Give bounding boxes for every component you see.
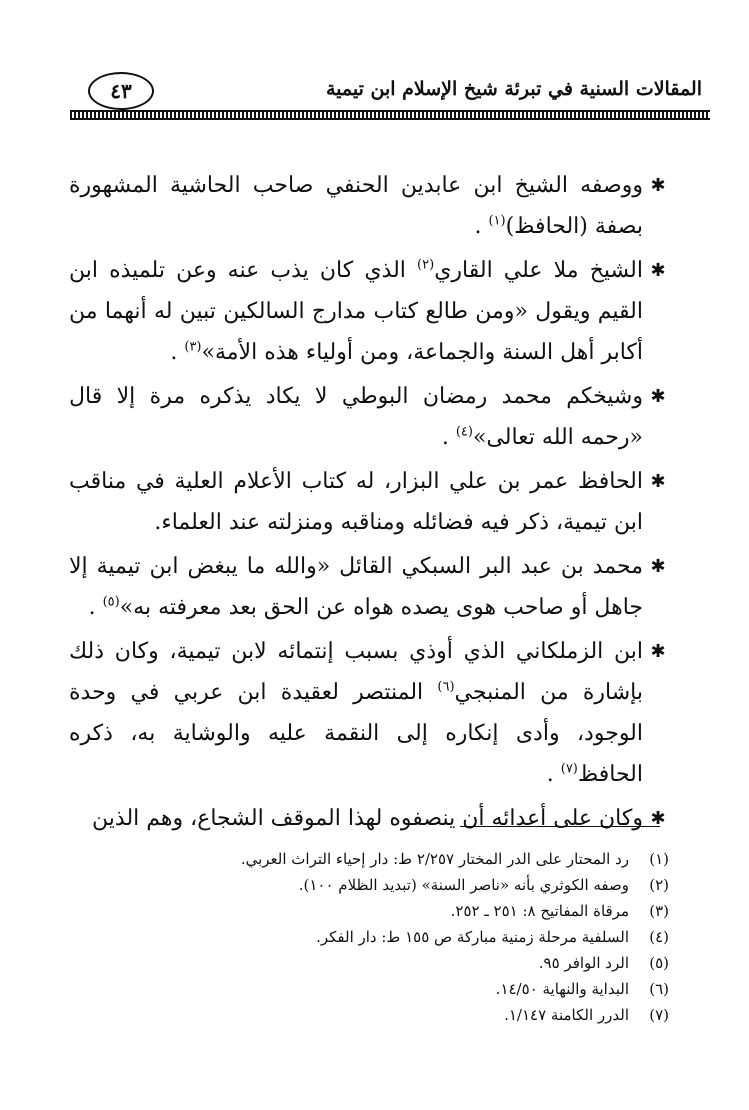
paragraph-text: وشيخكم محمد رمضان البوطي لا يكاد يذكره مرة إلا قال «رحمه الله تعالى»: [69, 384, 643, 450]
body-text: [69, 165, 669, 842]
paragraph: [69, 376, 669, 458]
asterisk-bullet-icon: ✱: [650, 175, 666, 196]
footnote: [69, 950, 669, 976]
paragraph: [69, 546, 669, 628]
footnote: [69, 846, 669, 872]
paragraph-text: ابن الزملكاني الذي أوذي بسبب إنتمائه لابن تيمية، وكان ذلك بإشارة من المنبجي: [69, 639, 643, 705]
footnote-number: (٦): [649, 980, 669, 998]
paragraph-text: .: [441, 425, 456, 450]
footnote-text: مرقاة المفاتيح ٨: ٢٥١ ـ ٢٥٢.: [450, 902, 629, 920]
footnote-ref: (٧): [560, 761, 578, 777]
footnote-number: (٤): [649, 928, 669, 946]
footnote-number: (٧): [649, 1006, 669, 1024]
footnote-divider: [460, 826, 660, 827]
paragraph-text: المنتصر لعقيدة ابن عربي في وحدة الوجود، وأدى إنكاره إلى النقمة عليه والوشاية به، ذكره الحافظ: [69, 680, 643, 787]
paragraph: [69, 250, 669, 373]
footnote-ref: (٦): [437, 679, 455, 695]
footnote-text: البداية والنهاية ١٤/٥٠.: [495, 980, 629, 998]
footnote-ref: (١): [488, 213, 506, 229]
asterisk-bullet-icon: ✱: [650, 386, 666, 407]
footnote-ref: (٣): [184, 339, 202, 355]
asterisk-bullet-icon: ✱: [650, 471, 666, 492]
footnote-number: (٢): [649, 876, 669, 894]
asterisk-bullet-icon: ✱: [650, 556, 666, 577]
footnote-text: السلفية مرحلة زمنية مباركة ص ١٥٥ ط: دار الفكر.: [316, 928, 629, 946]
paragraph: [69, 798, 669, 839]
paragraph-text: .: [546, 762, 561, 787]
paragraph-text: .: [474, 214, 489, 239]
paragraph-text: محمد بن عبد البر السبكي القائل «والله ما يبغض ابن تيمية إلا جاهل أو صاحب هوى يصده هواه عن الحق بعد معرفته به»: [69, 554, 643, 620]
footnote: [69, 976, 669, 1002]
footnote-number: (٣): [649, 902, 669, 920]
footnote-number: (١): [649, 850, 669, 868]
footnote: [69, 872, 669, 898]
footnote: [69, 898, 669, 924]
footnote-text: رد المحتار على الدر المختار ٢/٢٥٧ ط: دار إحياء التراث العربي.: [240, 850, 629, 868]
footnote-ref: (٥): [102, 594, 120, 610]
page-header: [70, 60, 710, 110]
footnote: [69, 924, 669, 950]
footnote-text: الرد الوافر ٩٥.: [538, 954, 629, 972]
paragraph-text: الذي كان يذب عنه وعن تلميذه ابن القيم ويقول «ومن طالع كتاب مدارج السالكين تبين له أنهما من أكابر أهل السنة والجماعة، ومن أولياء هذه الأمة»: [69, 258, 643, 365]
footnote-text: وصفه الكوثري بأنه «ناصر السنة» (تبديد الظلام ١٠٠).: [298, 876, 629, 894]
footnote-number: (٥): [649, 954, 669, 972]
paragraph-text: الحافظ عمر بن علي البزار، له كتاب الأعلام العلية في مناقب ابن تيمية، ذكر فيه فضائله ومناقبه ومنزلته عند العلماء.: [69, 469, 643, 535]
paragraph-text: .: [88, 595, 103, 620]
asterisk-bullet-icon: ✱: [650, 641, 666, 662]
asterisk-bullet-icon: ✱: [650, 260, 666, 281]
paragraph: [69, 165, 669, 247]
footnote-ref: (٢): [417, 257, 435, 273]
paragraph-text: الشيخ ملا علي القاري: [434, 258, 643, 283]
footnote-ref: (٤): [455, 424, 473, 440]
paragraph: [69, 461, 669, 543]
paragraph-text: وكان على أعدائه أن ينصفوه لهذا الموقف الشجاع، وهم الذين: [92, 806, 643, 831]
asterisk-bullet-icon: ✱: [650, 808, 666, 829]
header-rule: [70, 110, 710, 120]
footnote: [69, 1002, 669, 1028]
footnotes: [69, 846, 669, 1028]
footnote-text: الدرر الكامنة ١/١٤٧.: [504, 1006, 629, 1024]
paragraph-text: .: [170, 340, 185, 365]
running-title: المقالات السنية في تبرئة شيخ الإسلام ابن تيمية: [325, 78, 702, 100]
paragraph-text: ووصفه الشيخ ابن عابدين الحنفي صاحب الحاشية المشهورة بصفة (الحافظ): [69, 173, 643, 239]
page-number-badge: ٤٣: [88, 72, 154, 110]
paragraph: [69, 631, 669, 795]
